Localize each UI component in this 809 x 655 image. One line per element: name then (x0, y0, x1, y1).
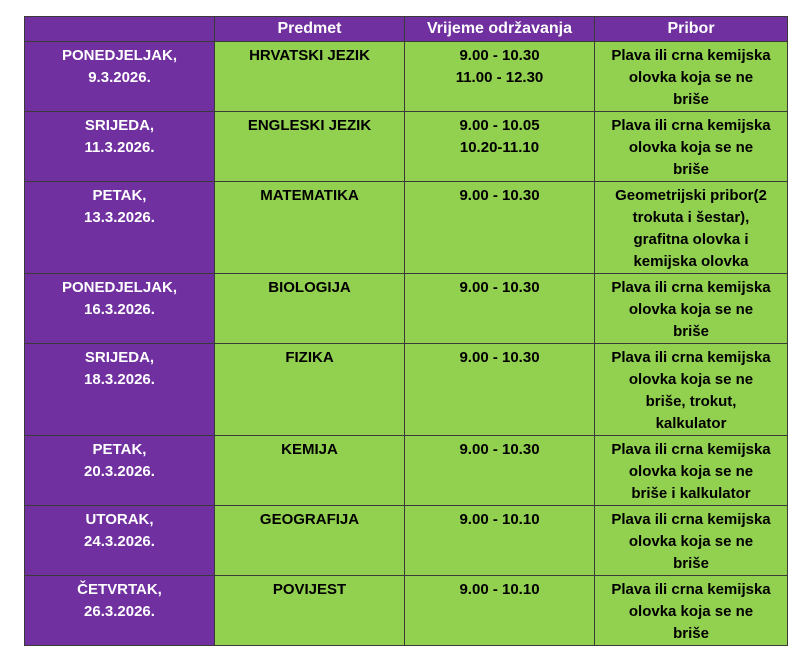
supplies-line: Plava ili crna kemijska (611, 117, 771, 134)
day-cell (25, 436, 215, 506)
exam-schedule-table (24, 16, 788, 646)
supplies-line: olovka koja se ne (628, 69, 754, 86)
header-subject: Predmet (215, 17, 405, 42)
supplies-line: olovka koja se ne (628, 603, 754, 620)
time-slot: 10.20-11.10 (459, 139, 540, 156)
table-row (25, 436, 788, 506)
subject-cell: MATEMATIKA (215, 182, 405, 274)
day-cell (25, 42, 215, 112)
time-cell (405, 436, 595, 506)
supplies-line: olovka koja se ne (628, 371, 754, 388)
time-cell (405, 112, 595, 182)
header-corner-cell (25, 17, 215, 42)
table-row (25, 506, 788, 576)
time-slot: 9.00 - 10.30 (459, 441, 540, 458)
supplies-cell (595, 112, 788, 182)
subject-cell: KEMIJA (215, 436, 405, 506)
day-name: ČETVRTAK, (77, 581, 162, 598)
supplies-line: olovka koja se ne (628, 463, 754, 480)
day-date: 9.3.2026. (88, 69, 151, 86)
day-name: SRIJEDA, (84, 349, 155, 366)
header-time: Vrijeme održavanja (405, 17, 595, 42)
table-row (25, 576, 788, 646)
header-row (25, 17, 788, 42)
time-slot: 9.00 - 10.30 (459, 47, 540, 64)
supplies-line: briše (673, 555, 709, 572)
table-row (25, 344, 788, 436)
day-name: SRIJEDA, (84, 117, 155, 134)
day-date: 11.3.2026. (84, 139, 155, 156)
time-cell (405, 274, 595, 344)
day-name: PETAK, (92, 187, 147, 204)
supplies-cell (595, 436, 788, 506)
day-cell (25, 274, 215, 344)
subject-cell: FIZIKA (215, 344, 405, 436)
supplies-cell (595, 576, 788, 646)
day-date: 24.3.2026. (84, 533, 155, 550)
supplies-line: briše i kalkulator (631, 485, 751, 502)
day-name: PONEDJELJAK, (61, 47, 178, 64)
table-row (25, 182, 788, 274)
time-slot: 9.00 - 10.30 (459, 187, 540, 204)
supplies-cell (595, 42, 788, 112)
schedule-body (25, 42, 788, 646)
time-cell (405, 42, 595, 112)
header-supplies: Pribor (595, 17, 788, 42)
supplies-line: briše (673, 91, 709, 108)
day-date: 26.3.2026. (84, 603, 155, 620)
supplies-line: trokuta i šestar), (632, 209, 750, 226)
supplies-cell (595, 506, 788, 576)
time-cell (405, 506, 595, 576)
time-slot: 9.00 - 10.10 (459, 511, 540, 528)
supplies-line: kemijska olovka (633, 253, 749, 270)
supplies-line: Plava ili crna kemijska (611, 441, 771, 458)
day-name: UTORAK, (85, 511, 154, 528)
supplies-line: grafitna olovka i (633, 231, 749, 248)
supplies-line: briše (673, 161, 709, 178)
supplies-line: Plava ili crna kemijska (611, 47, 771, 64)
supplies-cell (595, 274, 788, 344)
table-row (25, 274, 788, 344)
supplies-line: Plava ili crna kemijska (611, 349, 771, 366)
day-cell (25, 112, 215, 182)
day-date: 20.3.2026. (84, 463, 155, 480)
day-date: 13.3.2026. (84, 209, 155, 226)
day-cell (25, 506, 215, 576)
subject-cell: HRVATSKI JEZIK (215, 42, 405, 112)
day-cell (25, 576, 215, 646)
subject-cell: POVIJEST (215, 576, 405, 646)
day-date: 16.3.2026. (84, 301, 155, 318)
supplies-cell (595, 182, 788, 274)
time-slot: 9.00 - 10.30 (459, 279, 540, 296)
supplies-line: Geometrijski pribor(2 (615, 187, 767, 204)
time-slot: 9.00 - 10.10 (459, 581, 540, 598)
subject-cell: ENGLESKI JEZIK (215, 112, 405, 182)
time-cell (405, 182, 595, 274)
supplies-line: briše (673, 323, 709, 340)
subject-cell: BIOLOGIJA (215, 274, 405, 344)
day-name: PONEDJELJAK, (61, 279, 178, 296)
time-slot: 9.00 - 10.30 (459, 349, 540, 366)
time-cell (405, 344, 595, 436)
table-row (25, 42, 788, 112)
supplies-line: olovka koja se ne (628, 139, 754, 156)
supplies-line: olovka koja se ne (628, 533, 754, 550)
supplies-line: Plava ili crna kemijska (611, 511, 771, 528)
supplies-line: kalkulator (655, 415, 727, 432)
day-name: PETAK, (92, 441, 147, 458)
day-cell (25, 344, 215, 436)
day-date: 18.3.2026. (84, 371, 155, 388)
subject-cell: GEOGRAFIJA (215, 506, 405, 576)
supplies-line: Plava ili crna kemijska (611, 279, 771, 296)
time-slot: 9.00 - 10.05 (459, 117, 540, 134)
supplies-line: briše, trokut, (645, 393, 737, 410)
supplies-line: olovka koja se ne (628, 301, 754, 318)
supplies-line: Plava ili crna kemijska (611, 581, 771, 598)
table-row (25, 112, 788, 182)
day-cell (25, 182, 215, 274)
supplies-cell (595, 344, 788, 436)
time-cell (405, 576, 595, 646)
supplies-line: briše (673, 625, 709, 642)
time-slot: 11.00 - 12.30 (455, 69, 544, 86)
